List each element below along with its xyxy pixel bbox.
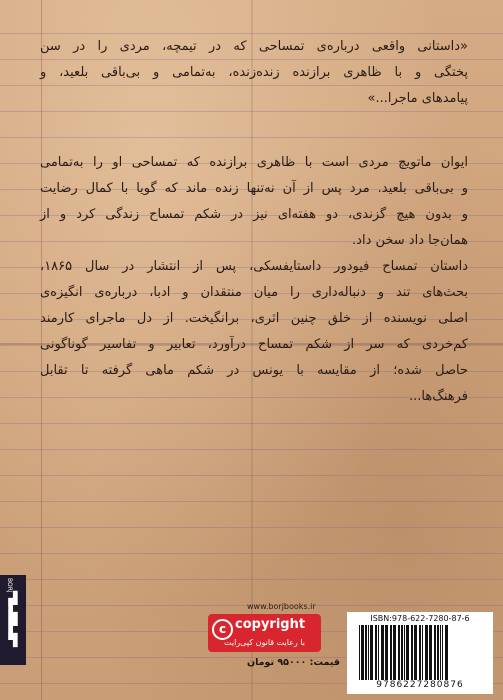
blurb-line: فرهنگ‌ها... <box>408 389 468 404</box>
barcode-bar <box>440 625 441 680</box>
barcode-bars <box>357 625 484 680</box>
barcode-bar <box>429 625 432 680</box>
publisher-logo-text: BORJ <box>6 578 13 593</box>
barcode-number: 9786227280876 <box>376 680 464 690</box>
barcode-bar <box>411 625 413 680</box>
blurb-line: داستان تمساح فیودور داستایفسکی، پس از انتشار در سال ۱۸۶۵، <box>40 259 468 274</box>
price-label: قیمت: ۹۵۰۰۰ تومان <box>246 657 340 668</box>
barcode-bar <box>442 625 443 680</box>
blurb-quote <box>40 34 468 112</box>
isbn-label: ISBN:978-622-7280-87-6 <box>370 614 470 623</box>
barcode-bar <box>422 625 423 680</box>
blurb-line: ایوان ماتویچ مردی است با ظاهری برازنده که تمساحی او را به‌تمامی <box>40 155 468 170</box>
barcode <box>347 612 493 694</box>
blurb-line: و بدون هیچ گزندی، دو هفته‌ای نیز در شکم تمساح زندگی کرد و از <box>40 207 468 222</box>
barcode-bar <box>398 625 400 680</box>
barcode-bar <box>390 625 392 680</box>
barcode-bar <box>404 625 405 680</box>
barcode-bar <box>370 625 373 680</box>
barcode-bar <box>393 625 396 680</box>
barcode-bar <box>378 625 379 680</box>
copyright-word: copyright <box>235 617 306 632</box>
blurb-line: بحث‌های تند و دنباله‌داری را میان منتقدان و ادبا، درباره‌ی انگیزه‌ی <box>40 285 468 300</box>
barcode-bar <box>406 625 409 680</box>
barcode-bar <box>437 625 439 680</box>
barcode-bar <box>419 625 421 680</box>
barcode-bar <box>401 625 403 680</box>
publisher-glyph-icon: ▟ ▙ ▛ ▜ <box>8 591 18 647</box>
barcode-bar <box>359 625 360 680</box>
blurb-paragraph-2 <box>40 254 468 410</box>
barcode-bar <box>425 625 428 680</box>
blurb-line: همان‌جا داد سخن داد. <box>352 233 468 248</box>
blurb-line: پیامدهای ماجرا...» <box>367 91 468 106</box>
barcode-bar <box>365 625 367 680</box>
copyright-icon: c <box>212 619 233 640</box>
barcode-bar <box>375 625 377 680</box>
blurb-line: کم‌خردی که سر از شکم تمساح درآورد، تعابیر و تفاسیر گوناگونی <box>40 337 468 352</box>
blurb-line: و بی‌باقی بلعید. مرد پس از آن نه‌تنها زنده ماند که گویا با کمال رضایت <box>40 181 468 196</box>
publisher-website: www.borjbooks.ir <box>247 602 316 611</box>
barcode-bar <box>368 625 369 680</box>
publisher-logo <box>0 575 26 665</box>
barcode-bar <box>434 625 436 680</box>
barcode-bar <box>445 625 448 680</box>
blurb-line: حاصل شده؛ از مقایسه با یونس در شکم ماهی گرفته تا تقابل <box>40 363 468 378</box>
blurb-paragraph-1 <box>40 150 468 254</box>
barcode-bar <box>381 625 384 680</box>
blurb-line: پختگی و با ظاهری برازنده زنده‌زنده، به‌تمامی و بی‌باقی بلعید، و <box>40 65 468 80</box>
copyright-badge <box>208 614 321 652</box>
copyright-note: با رعایت قانون کپی‌رایت <box>223 638 305 647</box>
barcode-bar <box>414 625 417 680</box>
blurb-line: «داستانی واقعی درباره‌ی تمساحی که در تیمچه، مردی را در سن <box>40 39 468 54</box>
barcode-bar <box>385 625 388 680</box>
barcode-bar <box>361 625 364 680</box>
blurb-line: اصلی نویسنده از خلق چنین اثری، برانگیخت. از دل ماجرای کارمند <box>40 311 468 326</box>
